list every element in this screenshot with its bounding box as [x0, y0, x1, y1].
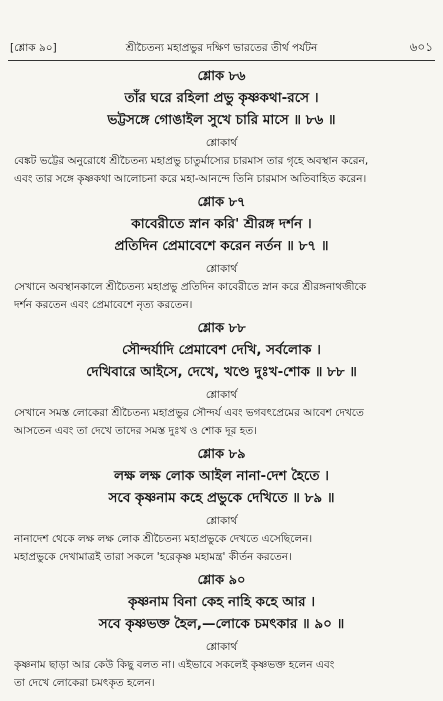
translation-line: সেখানে সমস্ত লোকেরা শ্রীচৈতন্য মহাপ্রভুর সৌন্দর্য এবং ভগবৎপ্রেমের আবেশ দেখতে — [14, 407, 364, 419]
translation-line: দর্শন করতেন এবং প্রেমাবেশে নৃত্য করতেন। — [14, 299, 193, 311]
translation-line: মহাপ্রভুকে দেখামাত্রই তারা সকলে 'হরেকৃষ্ণ মহামন্ত্র' কীর্তন করতেন। — [14, 551, 292, 563]
header-rule — [8, 60, 435, 61]
verse-line: তাঁর ঘরে রহিলা প্রভু কৃষ্ণকথা-রসে । — [124, 90, 319, 106]
verse-line: দেখিবারে আইসে, দেখে, খণ্ডে দুঃখ-শোক ॥ ৮৮ ॥ — [86, 364, 357, 380]
verse-heading: শ্লোক ৮৮ — [197, 321, 246, 336]
verse-line: কাবেরীতে স্নান করি' শ্রীরঙ্গ দর্শন । — [131, 216, 312, 232]
translation-label: শ্লোকার্থ — [205, 137, 238, 149]
translation-line: আসতেন এবং তা দেখে তাদের সমস্ত দুঃখ ও শোক দূর হত। — [14, 425, 257, 437]
verse-heading: শ্লোক ৯০ — [197, 573, 246, 588]
verse-line: ভট্টসঙ্গে গোঙাইল সুখে চারি মাসে ॥ ৮৬ ॥ — [107, 112, 336, 128]
translation-line: এবং তার সঙ্গে কৃষ্ণকথা আলোচনা করে মহা-আনন্দে তিনি চারমাস অতিবাহিত করেন। — [14, 173, 367, 185]
header-verse-ref: [শ্লোক ৯০] — [10, 42, 57, 54]
verse-line: লক্ষ লক্ষ লোক আইল নানা-দেশ হৈতে । — [114, 468, 329, 484]
translation-label: শ্লোকার্থ — [205, 515, 238, 527]
header-chapter-title: শ্রীচৈতন্য মহাপ্রভুর দক্ষিণ ভারতের তীর্থ পর্যটন — [125, 42, 318, 54]
verse-heading: শ্লোক ৮৬ — [197, 69, 246, 84]
translation-label: শ্লোকার্থ — [205, 263, 238, 275]
verse-line: সবে কৃষ্ণভক্ত হৈল,—লোকে চমৎকার ॥ ৯০ ॥ — [98, 616, 345, 632]
translation-line: তা দেখে লোকেরা চমৎকৃত হলেন। — [14, 677, 155, 689]
running-header — [8, 40, 435, 56]
translation-line: সেখানে অবস্থানকালে শ্রীচৈতন্য মহাপ্রভু প্রতিদিন কাবেরীতে স্নান করে শ্রীরঙ্গনাথজীকে — [14, 281, 367, 293]
translation-line: নানাদেশ থেকে লক্ষ লক্ষ লোক শ্রীচৈতন্য মহাপ্রভুকে দেখতে এসেছিলেন। — [14, 533, 313, 545]
translation-label: শ্লোকার্থ — [205, 389, 238, 401]
page-number: ৬০১ — [409, 40, 433, 54]
verse-line: সৌন্দর্যাদি প্রেমাবেশ দেখি, সর্বলোক । — [122, 342, 321, 358]
translation-line: কৃষ্ণনাম ছাড়া আর কেউ কিছু বলত না। এইভাবে সকলেই কৃষ্ণভক্ত হলেন এবং — [14, 659, 335, 671]
translation-line: বেঙ্কট ভট্টের অনুরোধে শ্রীচৈতন্য মহাপ্রভু চাতুর্মাস্যের চারমাস তার গৃহে অবস্থান করেন, — [14, 155, 369, 167]
verse-heading: শ্লোক ৮৭ — [197, 195, 246, 210]
verse-line: কৃষ্ণনাম বিনা কেহ নাহি কহে আর । — [127, 594, 316, 610]
verse-line: প্রতিদিন প্রেমাবেশে করেন নর্তন ॥ ৮৭ ॥ — [114, 238, 329, 254]
verse-heading: শ্লোক ৮৯ — [197, 447, 246, 462]
translation-label: শ্লোকার্থ — [205, 641, 238, 653]
verse-line: সবে কৃষ্ণনাম কহে প্রভুকে দেখিতে ॥ ৮৯ ॥ — [108, 490, 335, 506]
